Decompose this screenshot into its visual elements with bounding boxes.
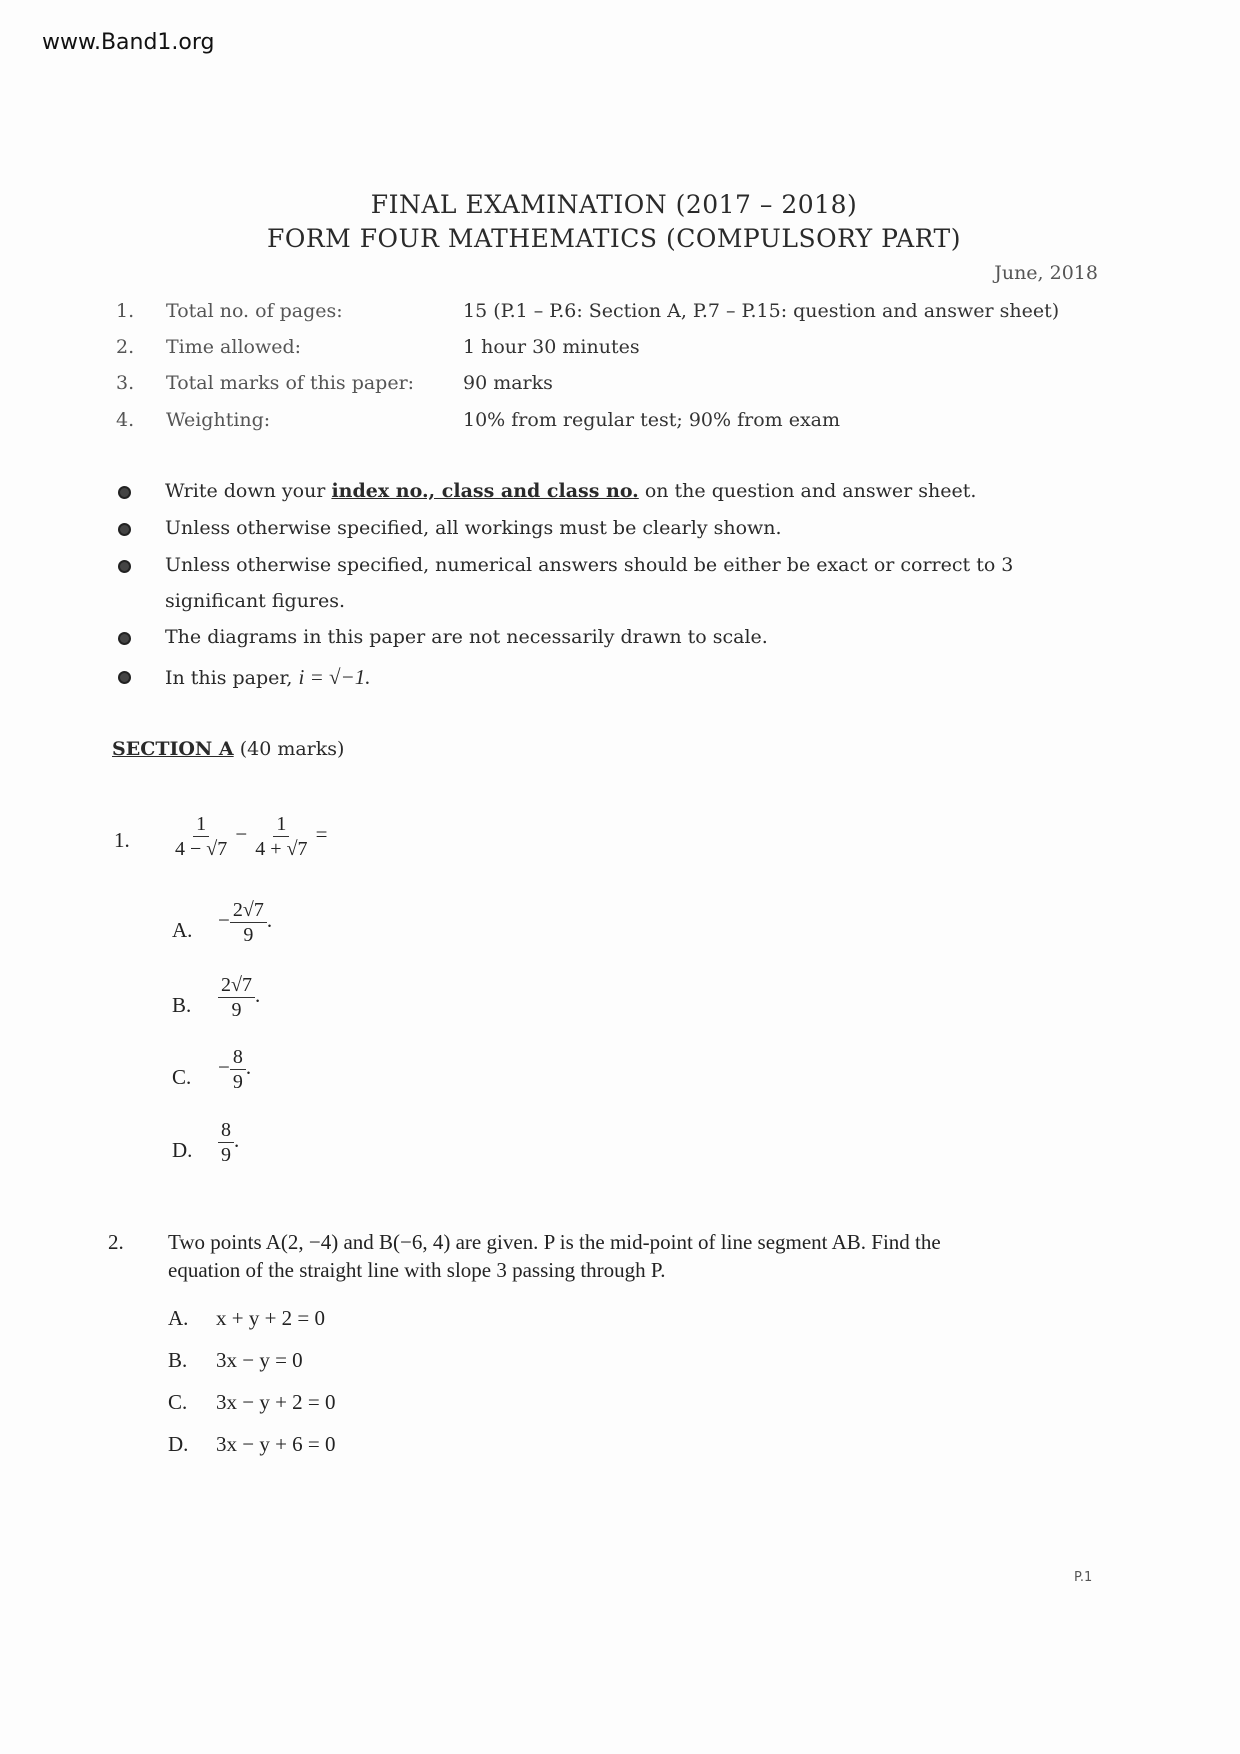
info-number: 2. <box>116 336 135 358</box>
info-label: Weighting: <box>166 409 271 431</box>
info-value: 90 marks <box>463 372 553 394</box>
info-label: Total marks of this paper: <box>166 372 415 394</box>
bullet-icon <box>118 486 131 499</box>
option-letter: C. <box>172 1065 192 1089</box>
option-letter: C. <box>168 1390 188 1414</box>
option-letter: D. <box>168 1432 189 1456</box>
instruction-item: In this paper, i = √−1. <box>165 665 371 689</box>
option-letter: A. <box>168 1306 189 1330</box>
option-letter: B. <box>172 993 192 1017</box>
exam-title: FINAL EXAMINATION (2017 – 2018) <box>370 190 858 219</box>
option-letter: A. <box>172 918 193 942</box>
watermark-url: www.Band1.org <box>42 30 215 55</box>
info-number: 1. <box>116 300 135 322</box>
question-number: 2. <box>108 1230 124 1254</box>
exam-date: June, 2018 <box>994 262 1098 284</box>
option-letter: D. <box>172 1138 193 1162</box>
instruction-item: Write down your index no., class and class no. on the question and answer sheet. <box>165 480 977 502</box>
info-number: 4. <box>116 409 135 431</box>
option-b-answer: $\frac{2√7}{9}$ . <box>218 973 260 1022</box>
question-2-text: Two points A(2, −4) and B(−6, 4) are given. P is the mid-point of line segment AB. Find the <box>168 1230 941 1254</box>
bullet-icon <box>118 523 131 536</box>
info-value: 1 hour 30 minutes <box>463 336 640 358</box>
option-letter: B. <box>168 1348 188 1372</box>
option-a-answer: − $\frac{2√7}{9}$ . <box>218 899 273 946</box>
instruction-item: Unless otherwise specified, numerical answers should be either be exact or correct to 3 <box>165 554 1014 576</box>
option-a-answer: x + y + 2 = 0 <box>216 1306 326 1330</box>
question-1-expression: $\frac{1}{4 - √7}$ − $\frac{1}{4 + √7}$ = <box>175 813 328 860</box>
instruction-item: Unless otherwise specified, all workings must be clearly shown. <box>165 517 782 539</box>
option-d-answer: 3x − y + 6 = 0 <box>216 1432 336 1456</box>
section-heading: SECTION A (40 marks) <box>112 738 345 760</box>
option-d-answer: $\frac{8}{9}$ . <box>218 1118 239 1167</box>
info-label: Time allowed: <box>166 336 302 358</box>
instruction-item-continued: significant figures. <box>165 590 346 612</box>
bullet-icon <box>118 560 131 573</box>
exam-subtitle: FORM FOUR MATHEMATICS (COMPULSORY PART) <box>267 224 961 253</box>
question-number: 1. <box>114 828 130 852</box>
bullet-icon <box>118 671 131 684</box>
option-c-answer: − $\frac{8}{9}$ . <box>218 1046 252 1093</box>
info-value: 10% from regular test; 90% from exam <box>463 409 841 431</box>
option-c-answer: 3x − y + 2 = 0 <box>216 1390 336 1414</box>
instruction-item: The diagrams in this paper are not necessarily drawn to scale. <box>165 626 768 648</box>
question-2-text-continued: equation of the straight line with slope 3 passing through P. <box>168 1258 666 1282</box>
page-number: P.1 <box>1074 1570 1093 1585</box>
info-number: 3. <box>116 372 135 394</box>
info-label: Total no. of pages: <box>166 300 343 322</box>
bullet-icon <box>118 632 131 645</box>
info-value: 15 (P.1 – P.6: Section A, P.7 – P.15: question and answer sheet) <box>463 300 1060 322</box>
option-b-answer: 3x − y = 0 <box>216 1348 303 1372</box>
